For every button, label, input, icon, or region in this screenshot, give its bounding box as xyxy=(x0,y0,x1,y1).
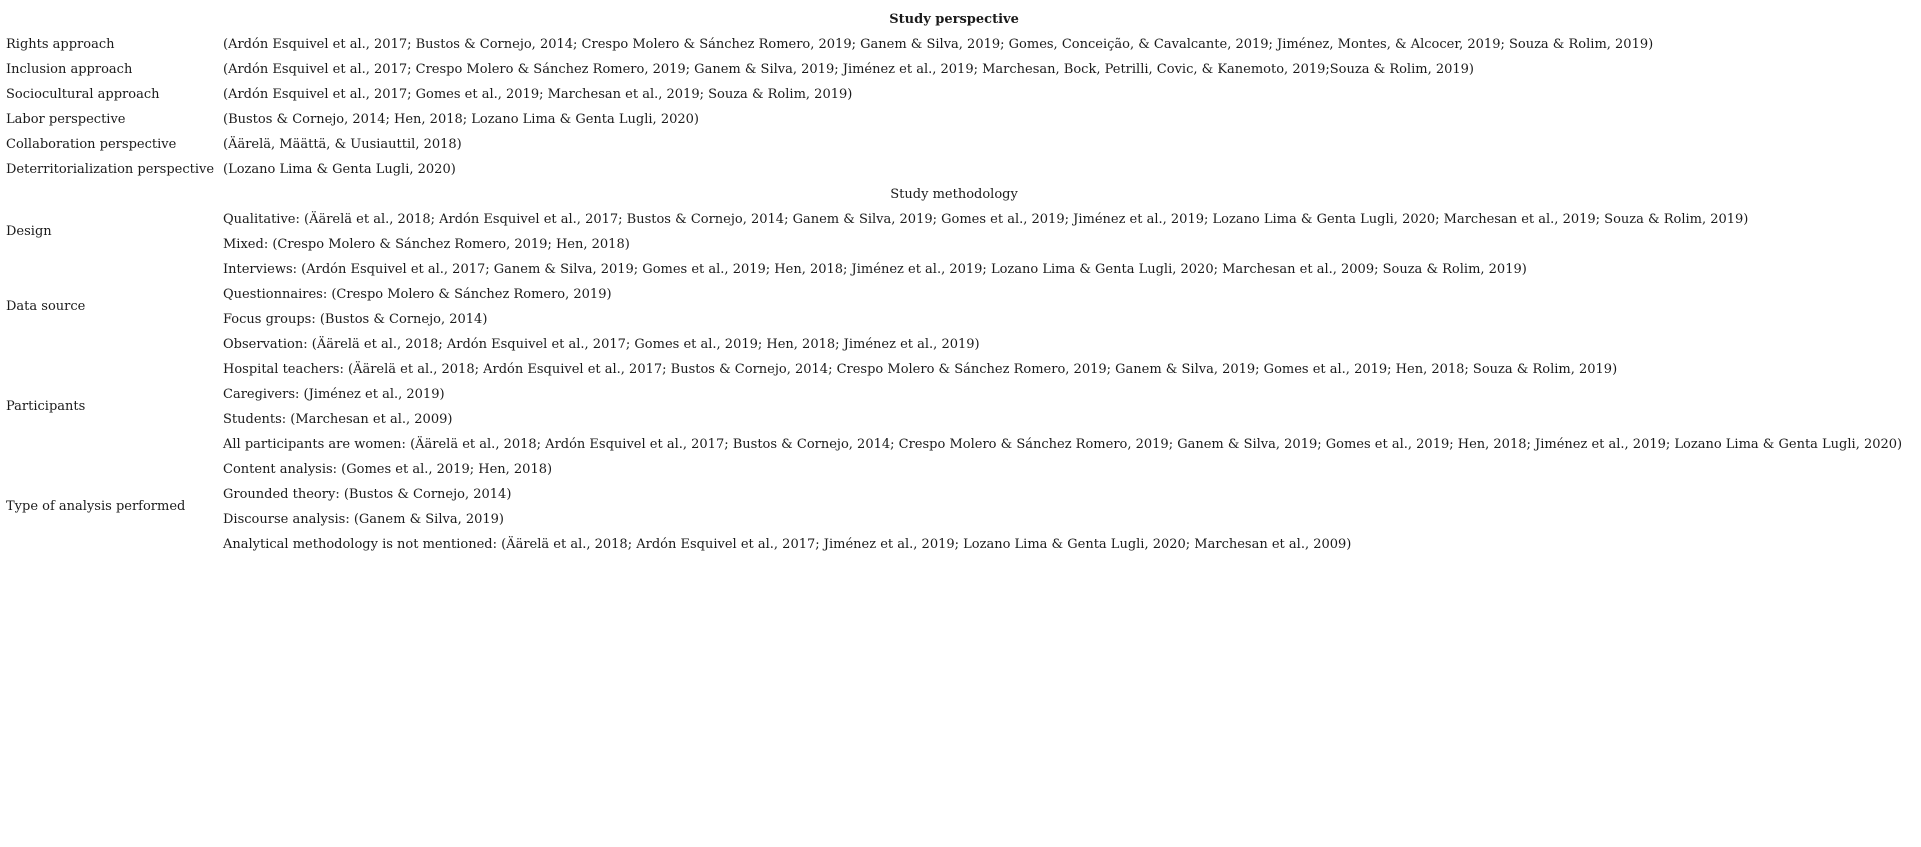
table-row xyxy=(6,207,1902,232)
section-header-row xyxy=(6,182,1902,207)
table-row xyxy=(6,507,1902,532)
row-text: Caregivers: (Jiménez et al., 2019) xyxy=(223,386,445,402)
table-row xyxy=(6,232,1902,257)
row-text: Grounded theory: (Bustos & Cornejo, 2014) xyxy=(223,486,512,502)
row-text: Questionnaires: (Crespo Molero & Sánchez Romero, 2019) xyxy=(223,286,612,302)
row-text: Interviews: (Ardón Esquivel et al., 2017; Ganem & Silva, 2019; Gomes et al., 2019; Hen, 2018; Jiménez et al., 2019; Lozano Lima & Genta Lugli, 2020; Marchesan et al., 2009; Souza & Rolim, 2019) xyxy=(223,261,1527,277)
row-label: Labor perspective xyxy=(6,111,126,127)
section-heading-perspective: Study perspective xyxy=(889,11,1019,27)
group-label-data-source: Data source xyxy=(6,299,86,314)
table-row xyxy=(6,482,1902,507)
table-row xyxy=(6,282,1902,307)
row-text: Observation: (Äärelä et al., 2018; Ardón Esquivel et al., 2017; Gomes et al., 2019; Hen, 2018; Jiménez et al., 2019) xyxy=(223,336,980,352)
row-text: Discourse analysis: (Ganem & Silva, 2019) xyxy=(223,511,505,527)
row-text: Mixed: (Crespo Molero & Sánchez Romero, 2019; Hen, 2018) xyxy=(223,236,630,252)
row-label: Sociocultural approach xyxy=(6,86,160,102)
row-label: Rights approach xyxy=(6,36,115,52)
table-row xyxy=(6,332,1902,357)
group-label-participants: Participants xyxy=(6,399,86,414)
row-label: Deterritorialization perspective xyxy=(6,161,215,177)
row-text: (Äärelä, Määttä, & Uusiauttil, 2018) xyxy=(223,136,462,152)
row-text: Content analysis: (Gomes et al., 2019; Hen, 2018) xyxy=(223,461,553,477)
table-row xyxy=(6,382,1902,407)
section-header-row xyxy=(6,7,1902,32)
row-text: Qualitative: (Äärelä et al., 2018; Ardón Esquivel et al., 2017; Bustos & Cornejo, 2014; Ganem & Silva, 2019; Gomes et al., 2019; Jiménez et al., 2019; Lozano Lima & Genta Lugli, 2020; Marchesan et al., 2019; Souza & Rolim, 2019) xyxy=(223,211,1749,227)
table-row xyxy=(6,432,1902,457)
section-heading-methodology: Study methodology xyxy=(890,186,1018,202)
row-text: (Lozano Lima & Genta Lugli, 2020) xyxy=(223,161,456,177)
table-row xyxy=(6,357,1902,382)
row-text: Hospital teachers: (Äärelä et al., 2018; Ardón Esquivel et al., 2017; Bustos & Cornejo, 2014; Crespo Molero & Sánchez Romero, 2019; Ganem & Silva, 2019; Gomes et al., 2019; Hen, 2018; Souza & Rolim, 2019) xyxy=(223,361,1618,377)
row-text: (Ardón Esquivel et al., 2017; Gomes et al., 2019; Marchesan et al., 2019; Souza & Rolim, 2019) xyxy=(223,86,853,102)
table-row xyxy=(6,532,1902,557)
row-text: Students: (Marchesan et al., 2009) xyxy=(223,411,453,427)
table-row xyxy=(6,407,1902,432)
table-row xyxy=(6,82,1902,107)
document-page xyxy=(6,7,1918,557)
table-row xyxy=(6,307,1902,332)
row-text: Analytical methodology is not mentioned: (Äärelä et al., 2018; Ardón Esquivel et al., 2017; Jiménez et al., 2019; Lozano Lima & Genta Lugli, 2020; Marchesan et al., 2009) xyxy=(223,536,1352,552)
table-row xyxy=(6,157,1902,182)
table-row xyxy=(6,457,1902,482)
table-row xyxy=(6,257,1902,282)
table-row xyxy=(6,57,1902,82)
row-label: Collaboration perspective xyxy=(6,136,177,152)
row-text: Focus groups: (Bustos & Cornejo, 2014) xyxy=(223,311,488,327)
summary-table xyxy=(6,7,1902,557)
table-row xyxy=(6,132,1902,157)
table-row xyxy=(6,32,1902,57)
group-label-design: Design xyxy=(6,224,52,239)
row-text: (Ardón Esquivel et al., 2017; Bustos & Cornejo, 2014; Crespo Molero & Sánchez Romero, 2019; Ganem & Silva, 2019; Gomes, Conceição, & Cavalcante, 2019; Jiménez, Montes, & Alcocer, 2019; Souza & Rolim, 2019) xyxy=(223,36,1654,52)
row-label: Inclusion approach xyxy=(6,61,133,77)
row-text: (Bustos & Cornejo, 2014; Hen, 2018; Lozano Lima & Genta Lugli, 2020) xyxy=(223,111,699,127)
group-label-analysis-type: Type of analysis performed xyxy=(6,499,186,514)
table-row xyxy=(6,107,1902,132)
row-text: (Ardón Esquivel et al., 2017; Crespo Molero & Sánchez Romero, 2019; Ganem & Silva, 2019; Jiménez et al., 2019; Marchesan, Bock, Petrilli, Covic, & Kanemoto, 2019;Souza & Rolim, 2019) xyxy=(223,61,1474,77)
row-text: All participants are women: (Äärelä et al., 2018; Ardón Esquivel et al., 2017; Bustos & Cornejo, 2014; Crespo Molero & Sánchez Romero, 2019; Ganem & Silva, 2019; Gomes et al., 2019; Hen, 2018; Jiménez et al., 2019; Lozano Lima & Genta Lugli, 2020) xyxy=(223,436,1903,452)
